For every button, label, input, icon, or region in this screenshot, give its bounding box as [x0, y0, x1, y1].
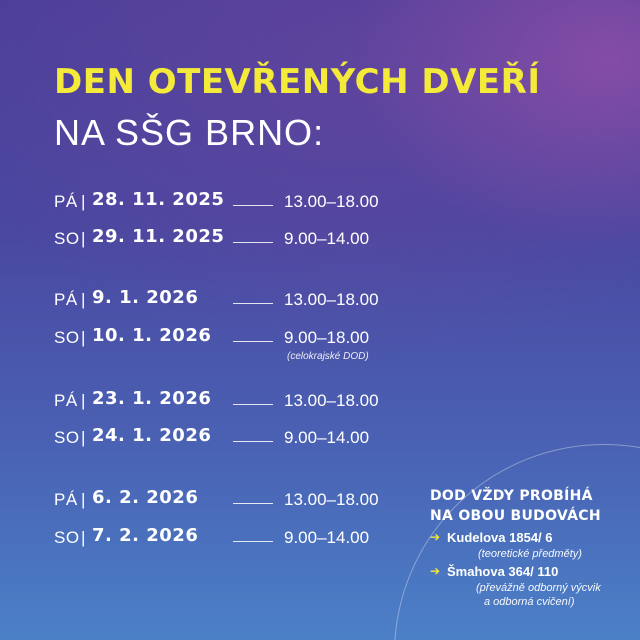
schedule-separator: | [81, 328, 86, 347]
location-name: Šmahova 364/ 110 [447, 564, 559, 579]
location-name: Kudelova 1854/ 6 [447, 530, 553, 545]
location-description: (převážně odborný výcvik [476, 582, 601, 594]
schedule-date: 28. 11. 2025 [92, 189, 225, 210]
schedule-day: PÁ [54, 490, 78, 509]
schedule-day: SO [54, 328, 80, 347]
schedule-date: 10. 1. 2026 [92, 325, 212, 346]
schedule-date: 6. 2. 2026 [92, 487, 199, 508]
schedule-note: (celokrajské DOD) [287, 351, 369, 362]
schedule-date: 24. 1. 2026 [92, 425, 212, 446]
schedule-day: SO [54, 428, 80, 447]
info-heading-line1: DOD VŽDY PROBÍHÁ [430, 488, 593, 504]
schedule-dash-line [233, 205, 273, 206]
schedule-time: 9.00–14.00 [284, 428, 370, 447]
schedule-separator: | [81, 192, 86, 211]
schedule-day: PÁ [54, 290, 78, 309]
poster-title: DEN OTEVŘENÝCH DVEŘÍ [54, 62, 541, 102]
poster-subtitle: NA SŠG BRNO: [54, 112, 325, 153]
schedule-day: PÁ [54, 391, 78, 410]
location-description-line2: a odborná cvičení) [484, 596, 575, 608]
schedule-dash-line [233, 341, 273, 342]
info-heading [430, 486, 601, 526]
schedule-dash-line [233, 541, 273, 542]
schedule-separator: | [81, 229, 86, 248]
arrow-right-icon: ➔ [430, 530, 441, 544]
arrow-right-icon: ➔ [430, 564, 441, 578]
schedule-dash-line [233, 242, 273, 243]
schedule-time: 9.00–14.00 [284, 528, 370, 547]
schedule-date: 29. 11. 2025 [92, 226, 225, 247]
schedule-dash-line [233, 404, 273, 405]
schedule-separator: | [81, 428, 86, 447]
schedule-time: 13.00–18.00 [284, 192, 379, 211]
schedule-day: PÁ [54, 192, 78, 211]
schedule-time: 9.00–18.00 [284, 328, 370, 347]
schedule-dash-line [233, 503, 273, 504]
schedule-date: 9. 1. 2026 [92, 287, 199, 308]
schedule-separator: | [81, 528, 86, 547]
schedule-day: SO [54, 528, 80, 547]
schedule-date: 23. 1. 2026 [92, 388, 212, 409]
schedule-separator: | [81, 490, 86, 509]
schedule-separator: | [81, 391, 86, 410]
schedule-time: 13.00–18.00 [284, 290, 379, 309]
info-heading-line2: NA OBOU BUDOVÁCH [430, 508, 601, 524]
schedule-separator: | [81, 290, 86, 309]
schedule-day: SO [54, 229, 80, 248]
schedule-date: 7. 2. 2026 [92, 525, 199, 546]
schedule-dash-line [233, 303, 273, 304]
schedule-time: 13.00–18.00 [284, 490, 379, 509]
schedule-time: 13.00–18.00 [284, 391, 379, 410]
location-description: (teoretické předměty) [478, 548, 582, 560]
schedule-time: 9.00–14.00 [284, 229, 370, 248]
schedule-dash-line [233, 441, 273, 442]
